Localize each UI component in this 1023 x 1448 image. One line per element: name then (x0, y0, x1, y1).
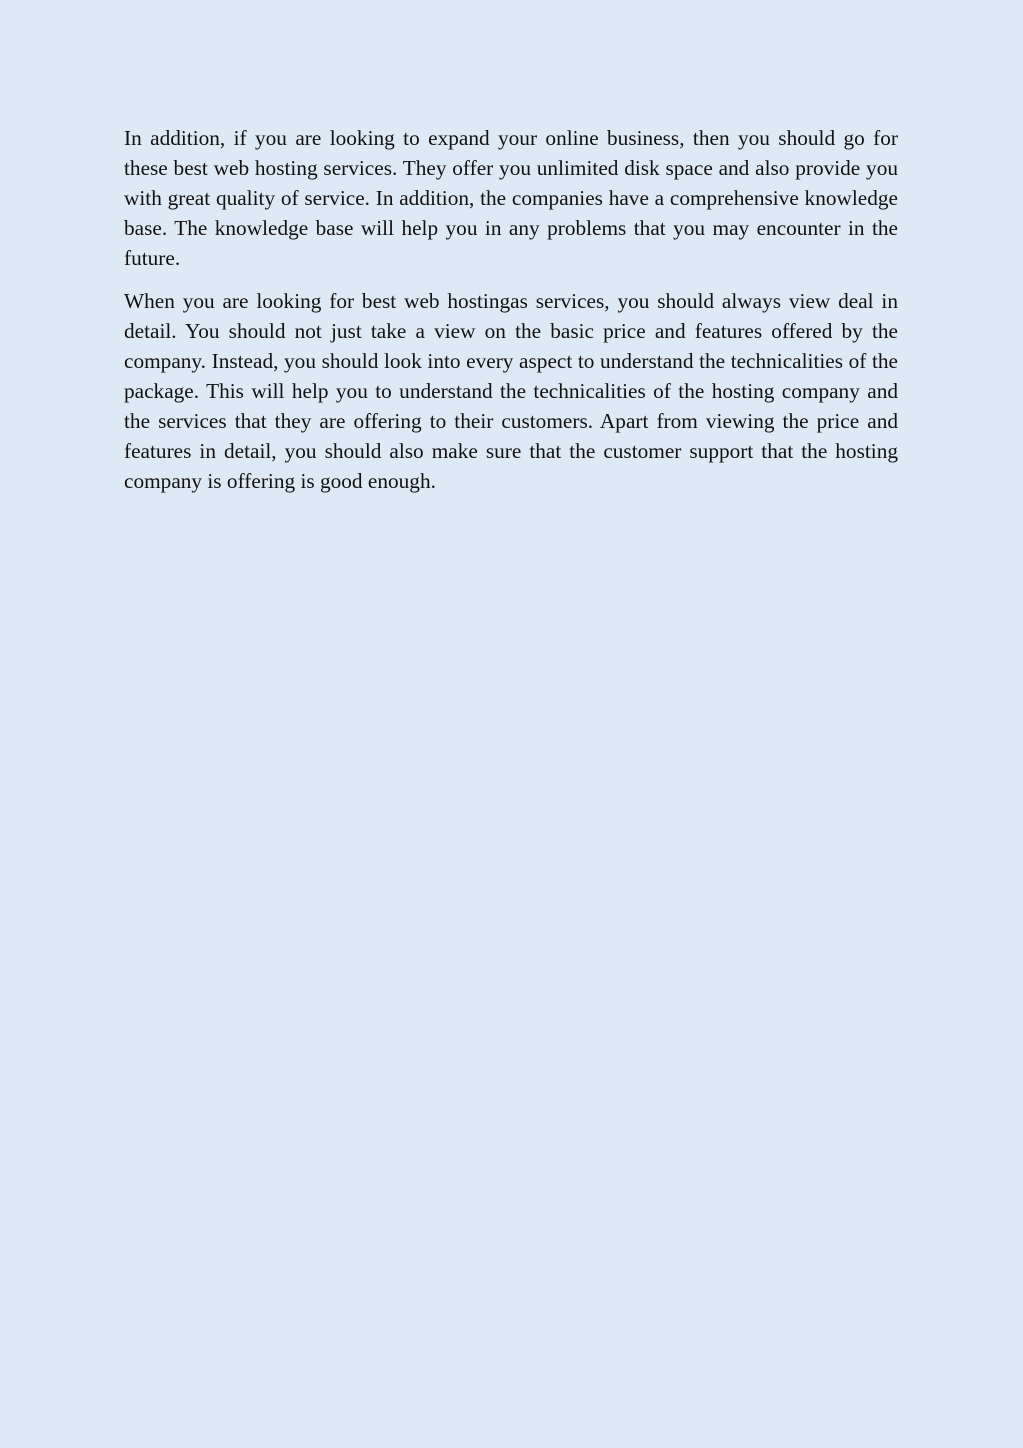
paragraph-2: When you are looking for best web hostingas services, you should always view deal in detail. You should not just take a view on the basic price and features offered by the company. Instead, you should look into every aspect to understand the technicalities of the package. This will help you to understand the technicalities of the hosting company and the services that they are offering to their customers. Apart from viewing the price and features in detail, you should also make sure that the customer support that the hosting company is offering is good enough. (124, 289, 898, 493)
document-body (124, 123, 898, 509)
paragraph-1: In addition, if you are looking to expand your online business, then you should go for these best web hosting services. They offer you unlimited disk space and also provide you with great quality of service. In addition, the companies have a comprehensive knowledge base. The knowledge base will help you in any problems that you may encounter in the future. (124, 126, 898, 270)
